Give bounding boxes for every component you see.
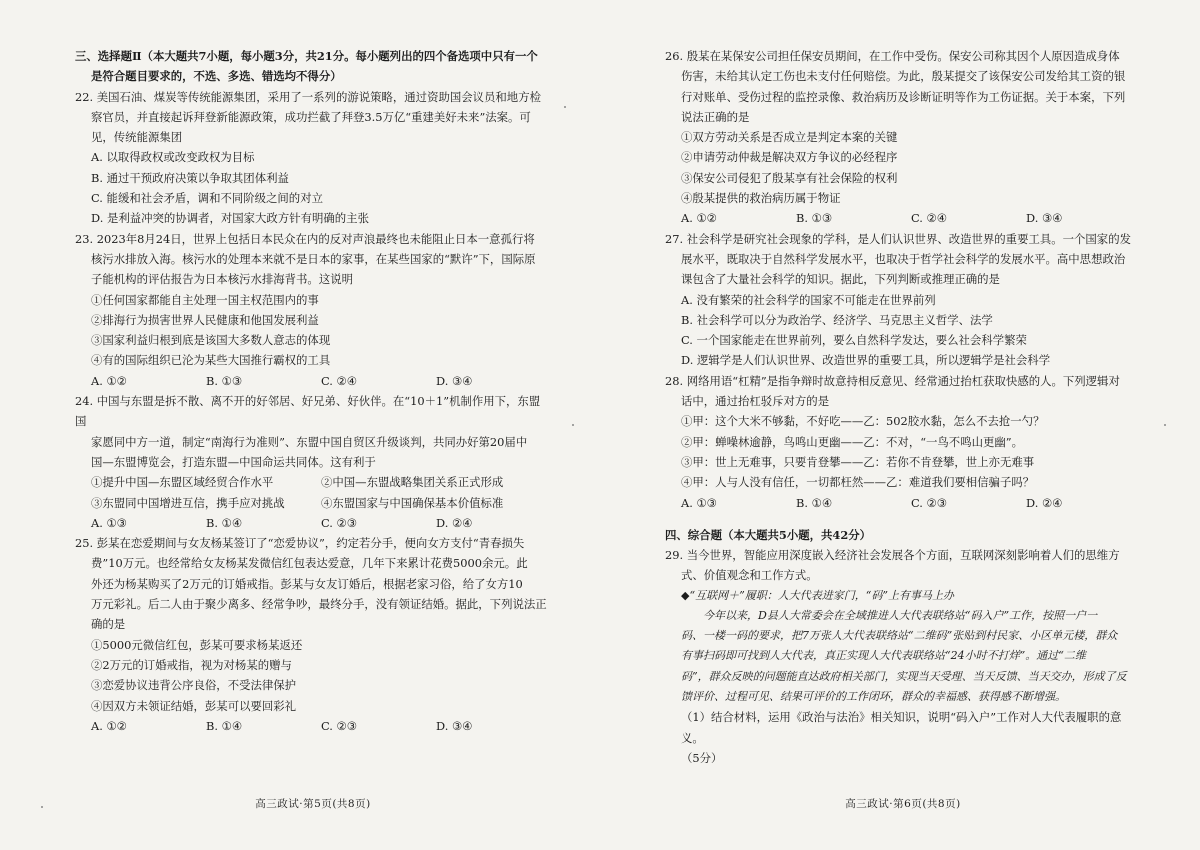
q24-stem-2: 家愿同中方一道，制定“南海行为准则”、东盟中国自贸区升级谈判，共同办好第20届中 — [91, 434, 528, 449]
section-header-cont: 是符合题目要求的，不选、多选、错选均不得分） — [91, 69, 342, 84]
q24-stem-3: 国—东盟博览会，打造东盟—中国命运共同体。这有利于 — [91, 454, 376, 469]
q27-option-b: B. 社会科学可以分为政治学、经济学、马克思主义哲学、法学 — [681, 312, 993, 327]
q27-stem-1: 27. 社会科学是研究社会现象的学科，是人们认识世界、改造世界的重要工具。一个国家的发 — [665, 231, 1131, 246]
q26-choices — [665, 208, 1141, 228]
q23-statement-4: ④有的国际组织已沦为某些大国推行霸权的工具 — [91, 353, 331, 368]
q29-material-line-5: 馈评价、过程可见、结果可评价的工作闭环，群众的幸福感、获得感不断增强。 — [681, 689, 1066, 703]
section-header: 三、选择题Ⅱ（本大题共7小题，每小题3分，共21分。每小题列出的四个备选项中只有一个 — [75, 49, 538, 63]
q27-stem-2: 展水平，既取决于自然科学发展水平，也取决于哲学社会科学的发展水平。高中思想政治 — [681, 251, 1126, 266]
q29-stem-1: 29. 当今世界，智能应用深度嵌入经济社会发展各个方面，互联网深刻影响着人们的思维方 — [665, 548, 1120, 563]
question-26 — [665, 46, 1141, 229]
q23-statement-3: ③国家利益归根到底是该国大多数人意志的体现 — [91, 333, 331, 348]
q24-statements-row-1 — [75, 472, 551, 492]
q24-choices — [75, 513, 551, 533]
q26-stem-4: 说法正确的是 — [681, 109, 750, 124]
q25-stem-4: 万元彩礼。后二人由于聚少离多、经常争吵，最终分手，没有领证结婚。据此，下列说法正 — [91, 597, 547, 612]
question-27 — [665, 229, 1141, 371]
q24-choice-a: A. ①③ — [91, 515, 127, 530]
q25-choice-b: B. ①④ — [206, 718, 243, 733]
q26-choice-a: A. ①② — [681, 211, 717, 226]
q26-stem-1: 26. 殷某在某保安公司担任保安员期间，在工作中受伤。保安公司称其因个人原因造成身体 — [665, 49, 1120, 63]
q22-option-b: B. 通过干预政府决策以争取其团体利益 — [91, 170, 289, 185]
q25-statement-2: ②2万元的订婚戒指，视为对杨某的赠与 — [91, 657, 292, 672]
q24-statement-1: ①提升中国—东盟区域经贸合作水平 — [91, 475, 274, 490]
q28-stem-2: 话中，通过抬杠驳斥对方的是 — [681, 394, 830, 409]
question-25 — [75, 533, 551, 736]
q24-choice-c: C. ②③ — [321, 515, 357, 530]
q27-option-a: A. 没有繁荣的社会科学的国家不可能走在世界前列 — [681, 292, 936, 307]
q26-choice-c: C. ②④ — [911, 211, 947, 226]
q24-choice-b: B. ①④ — [206, 515, 243, 530]
scan-speck — [1164, 424, 1166, 426]
q26-statement-4: ④殷某提供的救治病历属于物证 — [681, 191, 841, 206]
right-page-footer: 高三政试·第6页(共8页) — [845, 798, 961, 810]
q23-choice-a: A. ①② — [91, 373, 127, 388]
q22-stem-1: 22. 美国石油、煤炭等传统能源集团，采用了一系列的游说策略，通过资助国会议员和地方检 — [75, 89, 541, 104]
q24-statement-3: ③东盟同中国增进互信，携手应对挑战 — [91, 495, 285, 510]
q29-material-line-2: 码、一楼一码的要求，把7万张人大代表联络站“二维码”张贴到村民家、小区单元楼，群众 — [681, 629, 1118, 643]
q25-stem-2: 费”10万元。也经常给女友杨某发微信红包表达爱意，几年下来累计花费5000余元。此 — [91, 556, 528, 571]
q25-statement-4: ④因双方未领证结婚，彭某可以要回彩礼 — [91, 698, 297, 713]
q26-statement-1: ①双方劳动关系是否成立是判定本案的关键 — [681, 130, 898, 145]
q29-subquestion-1: （1）结合材料，运用《政治与法治》相关知识，说明“码入户”工作对人大代表履职的意义。 — [681, 710, 1122, 745]
q23-choice-d: D. ③④ — [436, 373, 473, 388]
q24-statements-row-2 — [75, 493, 551, 513]
q28-statement-4: ④甲：人与人没有信任，一切都枉然——乙：难道我们要相信骗子吗？ — [681, 475, 1035, 490]
q27-option-d: D. 逻辑学是人们认识世界、改造世界的重要工具，所以逻辑学是社会科学 — [681, 353, 1051, 368]
q22-stem-3: 见，传统能源集团 — [91, 130, 183, 145]
q29-material-line-3: 有事扫码即可找到人大代表，真正实现人大代表联络站“24小时不打烊”。通过“二维 — [681, 649, 1086, 663]
question-23 — [75, 229, 551, 391]
q23-stem-3: 子能机构的评估报告为日本核污水排海背书。这说明 — [91, 272, 353, 287]
q28-statement-2: ②甲：蝉噪林逾静，鸟鸣山更幽——乙：不对，“一鸟不鸣山更幽”。 — [681, 434, 1023, 449]
q22-option-d: D. 是利益冲突的协调者，对国家大政方针有明确的主张 — [91, 211, 369, 226]
q25-stem-5: 确的是 — [91, 617, 126, 632]
q28-choice-c: C. ②③ — [911, 495, 947, 510]
q24-statement-2: ②中国—东盟战略集团关系正式形成 — [321, 475, 504, 490]
q26-choice-b: B. ①③ — [796, 211, 833, 226]
q28-statement-1: ①甲：这个大米不够黏，不好吃——乙：502胶水黏，怎么不去抢一勺？ — [681, 414, 1045, 429]
q22-option-a: A. 以取得政权或改变政权为目标 — [91, 150, 255, 165]
q28-choice-a: A. ①③ — [681, 495, 717, 510]
q26-stem-2: 伤害，未给其认定工伤也未支付任何赔偿。为此，殷某提交了该保安公司发给其工资的银 — [681, 69, 1126, 84]
q26-stem-3: 行对账单、受伤过程的监控录像、救治病历及诊断证明等作为工伤证据。关于本案，下列 — [681, 89, 1126, 104]
question-22 — [75, 87, 551, 229]
q25-choice-a: A. ①② — [91, 718, 127, 733]
q26-statement-3: ③保安公司侵犯了殷某享有社会保险的权利 — [681, 170, 898, 185]
q26-statement-2: ②申请劳动仲裁是解决双方争议的必经程序 — [681, 150, 898, 165]
q26-choice-d: D. ③④ — [1026, 211, 1063, 226]
left-page — [75, 46, 551, 736]
q25-statement-3: ③恋爱协议违背公序良俗，不受法律保护 — [91, 678, 297, 693]
left-page-footer: 高三政试·第5页(共8页) — [255, 798, 371, 810]
question-28 — [665, 371, 1141, 513]
q25-stem-3: 外还为杨某购买了2万元的订婚戒指。彭某与女友订婚后，根据老家习俗，给了女方10 — [91, 576, 523, 591]
q25-choice-c: C. ②③ — [321, 718, 357, 733]
q23-statement-2: ②排海行为损害世界人民健康和他国发展利益 — [91, 312, 319, 327]
q28-statement-3: ③甲：世上无难事，只要肯登攀——乙：若你不肯登攀，世上亦无难事 — [681, 454, 1035, 469]
q23-choices — [75, 371, 551, 391]
q25-choice-d: D. ③④ — [436, 718, 473, 733]
q29-stem-2: 式、价值观念和工作方式。 — [681, 568, 818, 583]
q24-stem-1: 24. 中国与东盟是拆不散、离不开的好邻居、好兄弟、好伙伴。在“10＋1”机制作用下，东盟国 — [75, 394, 541, 429]
question-29 — [665, 545, 1141, 768]
q24-choice-d: D. ②④ — [436, 515, 473, 530]
q27-stem-3: 课包含了大量社会科学的知识。据此，下列判断或推理正确的是 — [681, 272, 1000, 287]
scan-speck — [572, 424, 574, 426]
q29-material-line-1: 今年以来，D县人大常委会在全域推进人大代表联络站“码入户”工作，按照一户一 — [703, 609, 1098, 623]
q25-stem-1: 25. 彭某在恋爱期间与女友杨某签订了“恋爱协议”，约定若分手，便向女方支付“青春损失 — [75, 536, 525, 551]
question-24 — [75, 391, 551, 533]
q28-choice-d: D. ②④ — [1026, 495, 1063, 510]
q23-choice-b: B. ①③ — [206, 373, 243, 388]
scan-speck — [564, 106, 566, 108]
q23-stem-2: 核污水排放入海。核污水的处理本来就不是日本的家事，在某些国家的“默许”下，国际原 — [91, 251, 536, 266]
q28-choice-b: B. ①④ — [796, 495, 833, 510]
q27-option-c: C. 一个国家能走在世界前列，要么自然科学发达，要么社会科学繁荣 — [681, 333, 1027, 348]
q24-statement-4: ④东盟国家与中国确保基本价值标准 — [321, 495, 504, 510]
scan-speck — [41, 806, 43, 808]
right-page — [665, 46, 1141, 768]
section-4-header: 四、综合题（本大题共5小题，共42分） — [665, 527, 872, 542]
q23-statement-1: ①任何国家都能自主处理一国主权范围内的事 — [91, 292, 319, 307]
q23-choice-c: C. ②④ — [321, 373, 357, 388]
q28-stem-1: 28. 网络用语“杠精”是指争辩时故意持相反意见、经常通过抬杠获取快感的人。下列逻辑对 — [665, 373, 1120, 388]
q22-option-c: C. 能缓和社会矛盾，调和不同阶级之间的对立 — [91, 191, 323, 206]
q29-subquestion-1-score: （5分） — [681, 750, 723, 765]
q22-stem-2: 察官员，并直接起诉拜登新能源政策，成功拦截了拜登3.5万亿“重建美好未来”法案。可 — [91, 109, 531, 124]
q25-choices — [75, 716, 551, 736]
q25-statement-1: ①5000元微信红包，彭某可要求杨某返还 — [91, 637, 303, 652]
q28-choices — [665, 493, 1141, 513]
q29-material-line-4: 码”，群众反映的问题能直达政府相关部门，实现当天受理、当天反馈、当天交办，形成了反 — [681, 669, 1127, 683]
q29-material-heading: ◆“互联网＋”履职：人大代表进家门，“码”上有事马上办 — [681, 588, 954, 602]
q23-stem-1: 23. 2023年8月24日，世界上包括日本民众在内的反对声浪最终也未能阻止日本一意孤行将 — [75, 231, 535, 246]
